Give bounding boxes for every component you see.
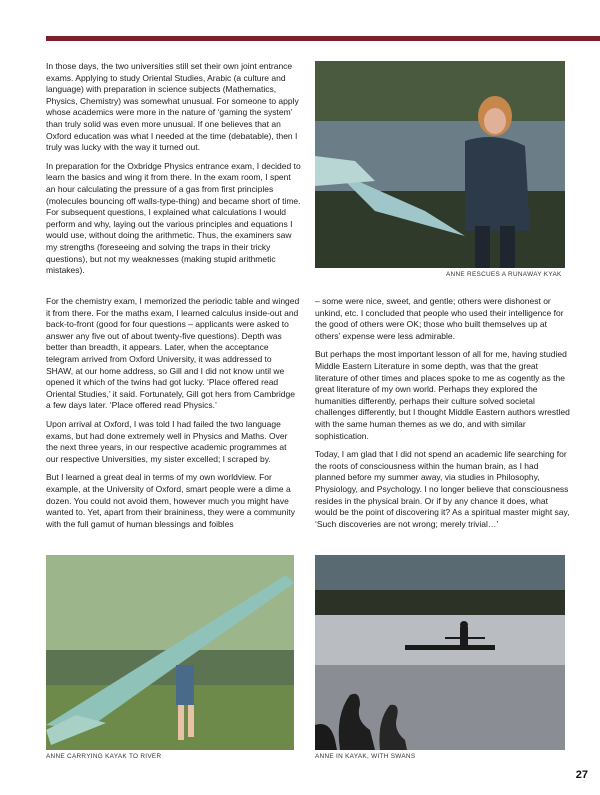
paragraph: Today, I am glad that I did not spend an academic life searching for the roots of consciousness within the human brain, as I had planned before my summer away, via studies in Philosophy, Physiology, and Psychology. I no longer believe that consciousness resides in the physical brain. Or if by any chance it does, what would be the point of discovering it? As a spiritual master might say, ‘Such discoveries are not wrong; merely trivial…’ (315, 449, 570, 529)
page-number: 27 (575, 769, 588, 781)
paragraph: In those days, the two universities still set their own joint entrance exams. Applying to study Oriental Studies, Arabic (a culture and language) with preparation in science subjects (Mathematics, Physics, Chemistry) was somewhat unusual. For someone to apply whose academics were more in the nature of ‘gaming the system’ than truly solid was even more unusual. If one believes that an Oxford education was what I needed at the time (debatable), then I truly was lucky with the way it turned out. (46, 61, 299, 153)
paragraph: But perhaps the most important lesson of all for me, having studied Middle Eastern Literature in some depth, was that the great literature of other times and places spoke to me as cogently as the great literature of my own world. Perhaps they explored the humanities differently, perhaps their culture solved societal challenges differently, but I thought Middle Eastern authors wrestled with the same human themes as we do, and with similar sophistication. (315, 349, 570, 441)
paragraph: – some were nice, sweet, and gentle; others were dishonest or unkind, etc. I concluded that people who used their intelligence for the good of others were OK; those who built themselves up at others’ expense were less admirable. (315, 296, 564, 341)
photo-kayak-swans (315, 555, 565, 750)
caption-bottom-left: ANNE CARRYING KAYAK TO RIVER (46, 753, 162, 760)
paragraph: For the chemistry exam, I memorized the periodic table and winged it from there. For the maths exam, I learned calculus inside-out and back-to-front (good for four questions – applicants were asked to answer any five out of about twenty-five questions). Depth was better than breadth, it appears. Later, when the acceptance telegram arrived from Oxford University, it was addressed to SHAW, at our home address, so Gill and I did not know until we opened it which of the twins had got lucky. ‘Place offered read Oriental Studies,’ it said. Fortunately, Gill got hers from Cambridge a few days later. ‘Place offered read Physics.’ (46, 296, 300, 411)
column-left-bottom (46, 296, 301, 537)
photo-carrying-kayak (46, 555, 294, 750)
paragraph: In preparation for the Oxbridge Physics entrance exam, I decided to learn the basics and wing it from there. In the exam room, I spent an hour calculating the pressure of a gas from first principles (molecules bouncing off walls-type-thing) and became short of time. For subsequent questions, I explained what calculations I would perform and why, laying out the various principles and equations I would use, without doing the arithmetic. Thus, the examiners saw my strengths (foreseeing and solving the traps in their tricky questions), but not my weaknesses (making stupid arithmetic mistakes). (46, 160, 301, 276)
header-rule (46, 36, 600, 41)
photo-rescue-kayak (315, 61, 565, 268)
column-left-top (46, 61, 301, 284)
caption-bottom-right: ANNE IN KAYAK, WITH SWANS (315, 753, 416, 760)
column-right-bottom (315, 296, 570, 537)
paragraph: Upon arrival at Oxford, I was told I had failed the two language exams, but had done extremely well in Physics and Maths. Over the next three years, in our respective academic programmes at our respective Universities, my sister excelled; I scraped by. (46, 418, 288, 464)
paragraph: But I learned a great deal in terms of my own worldview. For example, at the University of Oxford, smart people were a dime a dozen. You could not avoid them, however much you might have wanted to. Yet, apart from their braininess, they were a community with the full gamut of human blessings and foibles (46, 472, 295, 529)
caption-top-right: ANNE RESCUES A RUNAWAY KYAK (446, 271, 562, 278)
